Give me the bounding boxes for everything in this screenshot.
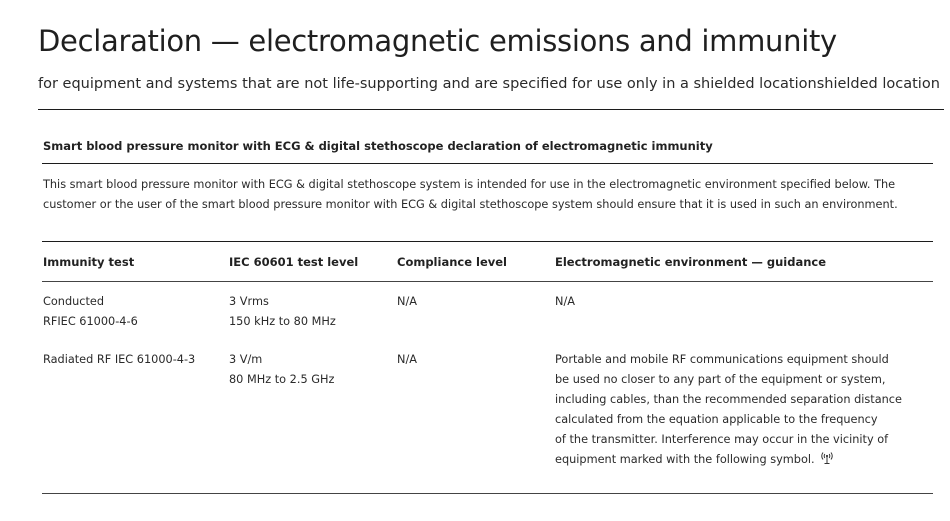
- column-header-compliance-level: Compliance level: [397, 255, 507, 269]
- cell-line: RFIEC 61000-4-6: [43, 315, 138, 328]
- table-row-2-test-level: [229, 350, 334, 390]
- divider: [42, 493, 933, 494]
- table-row-2-immunity-test: [43, 350, 195, 370]
- divider: [42, 163, 933, 164]
- divider: [42, 241, 933, 242]
- table-row-1-immunity-test: [43, 292, 138, 332]
- table-row-1-compliance: N/A: [397, 295, 417, 308]
- non-ionizing-radiation-icon: [818, 450, 836, 466]
- divider: [38, 109, 944, 110]
- table-row-1-test-level: [229, 292, 336, 332]
- table-intro: This smart blood pressure monitor with ECG & digital stethoscope system is intended for use in the electromagnetic environment specified below. The customer or the user of the smart blood pressure monitor with ECG & digital stethoscope system should ensure that it is used in such an environment.: [43, 178, 898, 211]
- cell-line: including cables, than the recommended separation distance: [555, 393, 902, 406]
- table-heading: Smart blood pressure monitor with ECG & digital stethoscope declaration of electromagnetic immunity: [43, 139, 713, 153]
- cell-line: Conducted: [43, 295, 105, 308]
- cell-line: calculated from the equation applicable to the frequency: [555, 413, 878, 426]
- cell-line: N/A: [555, 295, 575, 308]
- cell-line: 80 MHz to 2.5 GHz: [229, 373, 335, 386]
- column-header-guidance: Electromagnetic environment — guidance: [555, 255, 827, 269]
- table-row-2-compliance: N/A: [397, 353, 417, 366]
- cell-line: Portable and mobile RF communications equipment should: [555, 353, 889, 366]
- table-row-2-guidance: [555, 350, 925, 470]
- column-header-immunity-test: Immunity test: [43, 255, 135, 269]
- column-header-test-level: IEC 60601 test level: [229, 255, 359, 269]
- cell-line: be used no closer to any part of the equipment or system,: [555, 373, 886, 386]
- cell-line: Radiated RF IEC 61000-4-3: [43, 353, 196, 366]
- cell-line: 3 Vrms: [229, 295, 269, 308]
- cell-line: of the transmitter. Interference may occur in the vicinity of: [555, 433, 889, 446]
- divider: [42, 281, 933, 282]
- page-title: Declaration — electromagnetic emissions and immunity: [38, 24, 837, 58]
- page-subtitle: for equipment and systems that are not life-supporting and are specified for use only in a shielded locationshielded location: [38, 76, 940, 92]
- cell-line: [555, 450, 925, 470]
- table-row-1-guidance: [555, 292, 575, 312]
- cell-line: 150 kHz to 80 MHz: [229, 315, 336, 328]
- cell-line: 3 V/m: [229, 353, 263, 366]
- cell-line-text: equipment marked with the following symbol.: [555, 453, 815, 466]
